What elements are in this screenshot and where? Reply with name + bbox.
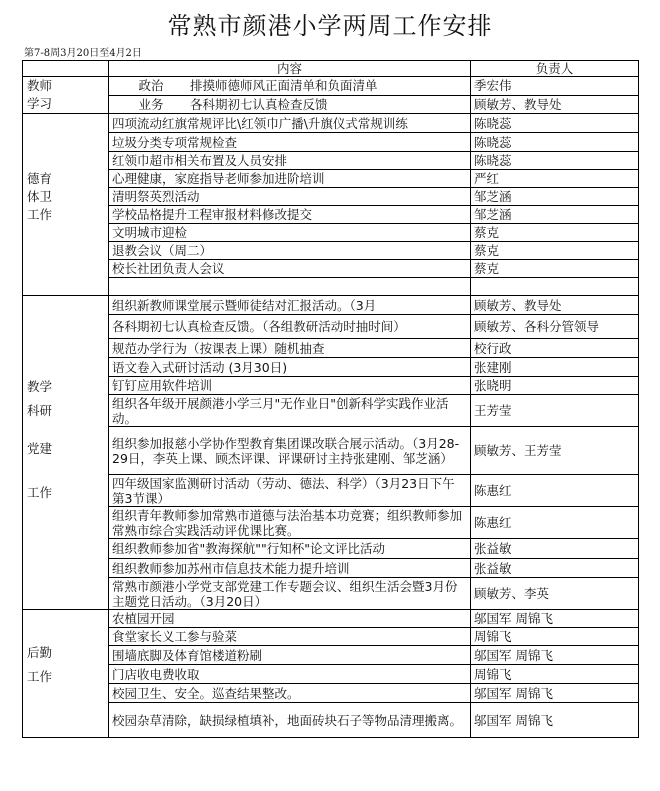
table-row (23, 507, 639, 539)
person-cell: 蔡克 (471, 224, 639, 242)
person-cell: 陈晓蕊 (471, 114, 639, 133)
table-row (23, 539, 639, 559)
person-cell: 周锦飞 (471, 628, 639, 646)
person-cell: 张益敏 (471, 559, 639, 578)
item-text: 校园卫生、安全。巡查结果整改。 (112, 685, 300, 701)
table-row (23, 114, 639, 133)
category-label: 后勤 (27, 645, 53, 660)
content-cell (109, 646, 471, 665)
category-cell-logistics (23, 610, 109, 738)
content-cell (109, 339, 471, 358)
category-label: 体卫 (27, 189, 53, 204)
content-cell (109, 152, 471, 170)
item-text: 各科期初七认真检查反馈。（各组教研活动时抽时间） (112, 319, 406, 334)
person-cell: 顾敏芳、李英 (471, 578, 639, 610)
person-cell: 邬国军 周锦飞 (471, 703, 639, 738)
item-text: 钉钉应用软件培训 (112, 378, 213, 393)
item-text: 组织教师参加苏州市信息技术能力提升培训 (112, 560, 350, 576)
item-text: 组织各年级开展颜港小学三月"无作业日"创新科学实践作业活动。 (112, 395, 449, 426)
content-cell (109, 114, 471, 133)
item-text: 语文卷入式研讨活动 (3月30日) (112, 359, 288, 375)
category-label: 教学 (27, 379, 53, 394)
category-label: 工作 (27, 485, 53, 500)
table-row (23, 170, 639, 188)
header-content: 内容 (109, 61, 471, 77)
content-cell (109, 95, 471, 114)
sub-category: 政治 (138, 78, 164, 94)
item-text: 各科期初七认真检查反馈 (190, 96, 328, 112)
table-row (23, 95, 639, 114)
content-cell (109, 296, 471, 315)
person-cell: 邹芝涵 (471, 188, 639, 206)
category-label: 工作 (27, 669, 53, 684)
person-cell: 陈晓蕊 (471, 152, 639, 170)
person-cell: 顾敏芳、王芳莹 (471, 427, 639, 475)
item-text: 组织青年教师参加常熟市道德与法治基本功竞赛；组织教师参加常熟市综合实践活动评优课比赛。 (112, 507, 463, 538)
person-cell: 顾敏芳、教导处 (471, 296, 639, 315)
table-row (23, 242, 639, 260)
content-cell (109, 628, 471, 646)
person-cell: 张晓明 (471, 377, 639, 395)
person-cell (471, 278, 639, 296)
content-cell (109, 610, 471, 628)
item-text: 红领巾超市相关布置及人员安排 (112, 153, 288, 168)
person-cell: 陈晓蕊 (471, 133, 639, 152)
person-cell: 张建刚 (471, 358, 639, 377)
item-text: 心理健康，家庭指导老师参加进阶培训 (112, 171, 325, 186)
table-row (23, 339, 639, 358)
item-text: 组织教师参加省"教海探航""行知杯"论文评比活动 (112, 541, 385, 556)
content-cell (109, 578, 471, 610)
content-cell (109, 224, 471, 242)
content-cell (109, 559, 471, 578)
table-row (23, 684, 639, 703)
header-person: 负责人 (471, 61, 639, 77)
person-cell: 陈惠红 (471, 507, 639, 539)
table-row (23, 315, 639, 339)
content-cell (109, 133, 471, 152)
table-row (23, 278, 639, 296)
item-text: 退教会议（周二） (112, 243, 213, 258)
table-row (23, 427, 639, 475)
table-row (23, 610, 639, 628)
page-title: 常熟市颜港小学两周工作安排 (167, 12, 493, 40)
category-label: 工作 (27, 207, 53, 222)
person-cell: 王芳莹 (471, 395, 639, 427)
content-cell (109, 315, 471, 339)
sub-category: 业务 (138, 96, 164, 112)
content-cell (109, 684, 471, 703)
person-cell: 季宏伟 (471, 77, 639, 96)
person-cell: 陈惠红 (471, 475, 639, 507)
content-cell (109, 475, 471, 507)
content-cell (109, 703, 471, 738)
content-cell (109, 358, 471, 377)
person-cell: 蔡克 (471, 242, 639, 260)
category-cell-teacher_study (23, 77, 109, 114)
person-cell: 邬国军 周锦飞 (471, 610, 639, 628)
item-text: 校长社团负责人会议 (112, 261, 225, 276)
table-row (23, 665, 639, 684)
person-cell: 严红 (471, 170, 639, 188)
table-row (23, 152, 639, 170)
person-cell: 顾敏芳、教导处 (471, 95, 639, 114)
content-cell (109, 539, 471, 559)
table-header-row (23, 61, 639, 77)
item-text: 四项流动红旗常规评比\红领巾广播\升旗仪式常规训练 (112, 115, 408, 131)
table-row (23, 377, 639, 395)
person-cell: 蔡克 (471, 260, 639, 278)
content-cell (109, 278, 471, 296)
category-label: 教师 (27, 78, 53, 93)
category-label: 党建 (27, 441, 53, 456)
table-row (23, 260, 639, 278)
table-row (23, 475, 639, 507)
date-range: 第7-8周3月20日至4月2日 (24, 48, 142, 59)
person-cell: 顾敏芳、各科分管领导 (471, 315, 639, 339)
person-cell: 邬国军 周锦飞 (471, 684, 639, 703)
item-text: 清明祭英烈活动 (112, 189, 200, 204)
table-row (23, 206, 639, 224)
item-text: 垃圾分类专项常规检查 (112, 134, 238, 150)
category-cell-teaching (23, 296, 109, 610)
content-cell (109, 242, 471, 260)
content-cell (109, 260, 471, 278)
table-row (23, 188, 639, 206)
category-label: 科研 (27, 403, 53, 418)
category-label: 学习 (27, 96, 53, 111)
person-cell: 邬国军 周锦飞 (471, 646, 639, 665)
content-cell (109, 77, 471, 96)
person-cell: 校行政 (471, 339, 639, 358)
table-row (23, 628, 639, 646)
category-label: 德育 (27, 171, 53, 186)
content-cell (109, 170, 471, 188)
table-row (23, 395, 639, 427)
item-text: 学校品格提升工程审报材料修改提交 (112, 207, 313, 222)
table-row (23, 578, 639, 610)
item-text: 农植园开园 (112, 611, 175, 626)
item-text: 围墙底脚及体育馆楼道粉刷 (112, 647, 263, 663)
content-cell (109, 665, 471, 684)
schedule-table (22, 60, 639, 738)
table-row (23, 646, 639, 665)
category-cell-moral (23, 114, 109, 296)
table-row (23, 559, 639, 578)
table-row (23, 703, 639, 738)
person-cell: 张益敏 (471, 539, 639, 559)
content-cell (109, 188, 471, 206)
item-text: 规范办学行为（按课表上课）随机抽查 (112, 340, 325, 356)
item-text: 组织新教师课堂展示暨师徒结对汇报活动。（3月 (112, 297, 377, 313)
content-cell (109, 206, 471, 224)
content-cell (109, 395, 471, 427)
content-cell (109, 507, 471, 539)
table-row (23, 133, 639, 152)
item-text: 门店收电费收取 (112, 666, 200, 682)
table-row (23, 296, 639, 315)
item-text: 组织参加报慈小学协作型教育集团课改联合展示活动。（3月28-29日，李英上课、顾杰评课、评课研讨主持张建刚、邹芝涵） (112, 435, 460, 466)
table-row (23, 224, 639, 242)
item-text: 排摸师德师风正面清单和负面清单 (190, 78, 378, 94)
table-row (23, 77, 639, 96)
item-text: 文明城市迎检 (112, 225, 188, 240)
item-text: 常熟市颜港小学党支部党建工作专题会议、组织生活会暨3月份主题党日活动。（3月20日） (112, 578, 458, 609)
person-cell: 周锦飞 (471, 665, 639, 684)
table-row (23, 358, 639, 377)
content-cell (109, 377, 471, 395)
item-text: 四年级国家监测研讨活动（劳动、德法、科学）（3月23日下午第3节课） (112, 475, 455, 506)
item-text: 校园杂草清除，缺损绿植填补，地面砖块石子等物品清理搬离。 (112, 712, 463, 728)
person-cell: 邹芝涵 (471, 206, 639, 224)
content-cell (109, 427, 471, 475)
item-text: 食堂家长义工参与验菜 (112, 629, 238, 644)
